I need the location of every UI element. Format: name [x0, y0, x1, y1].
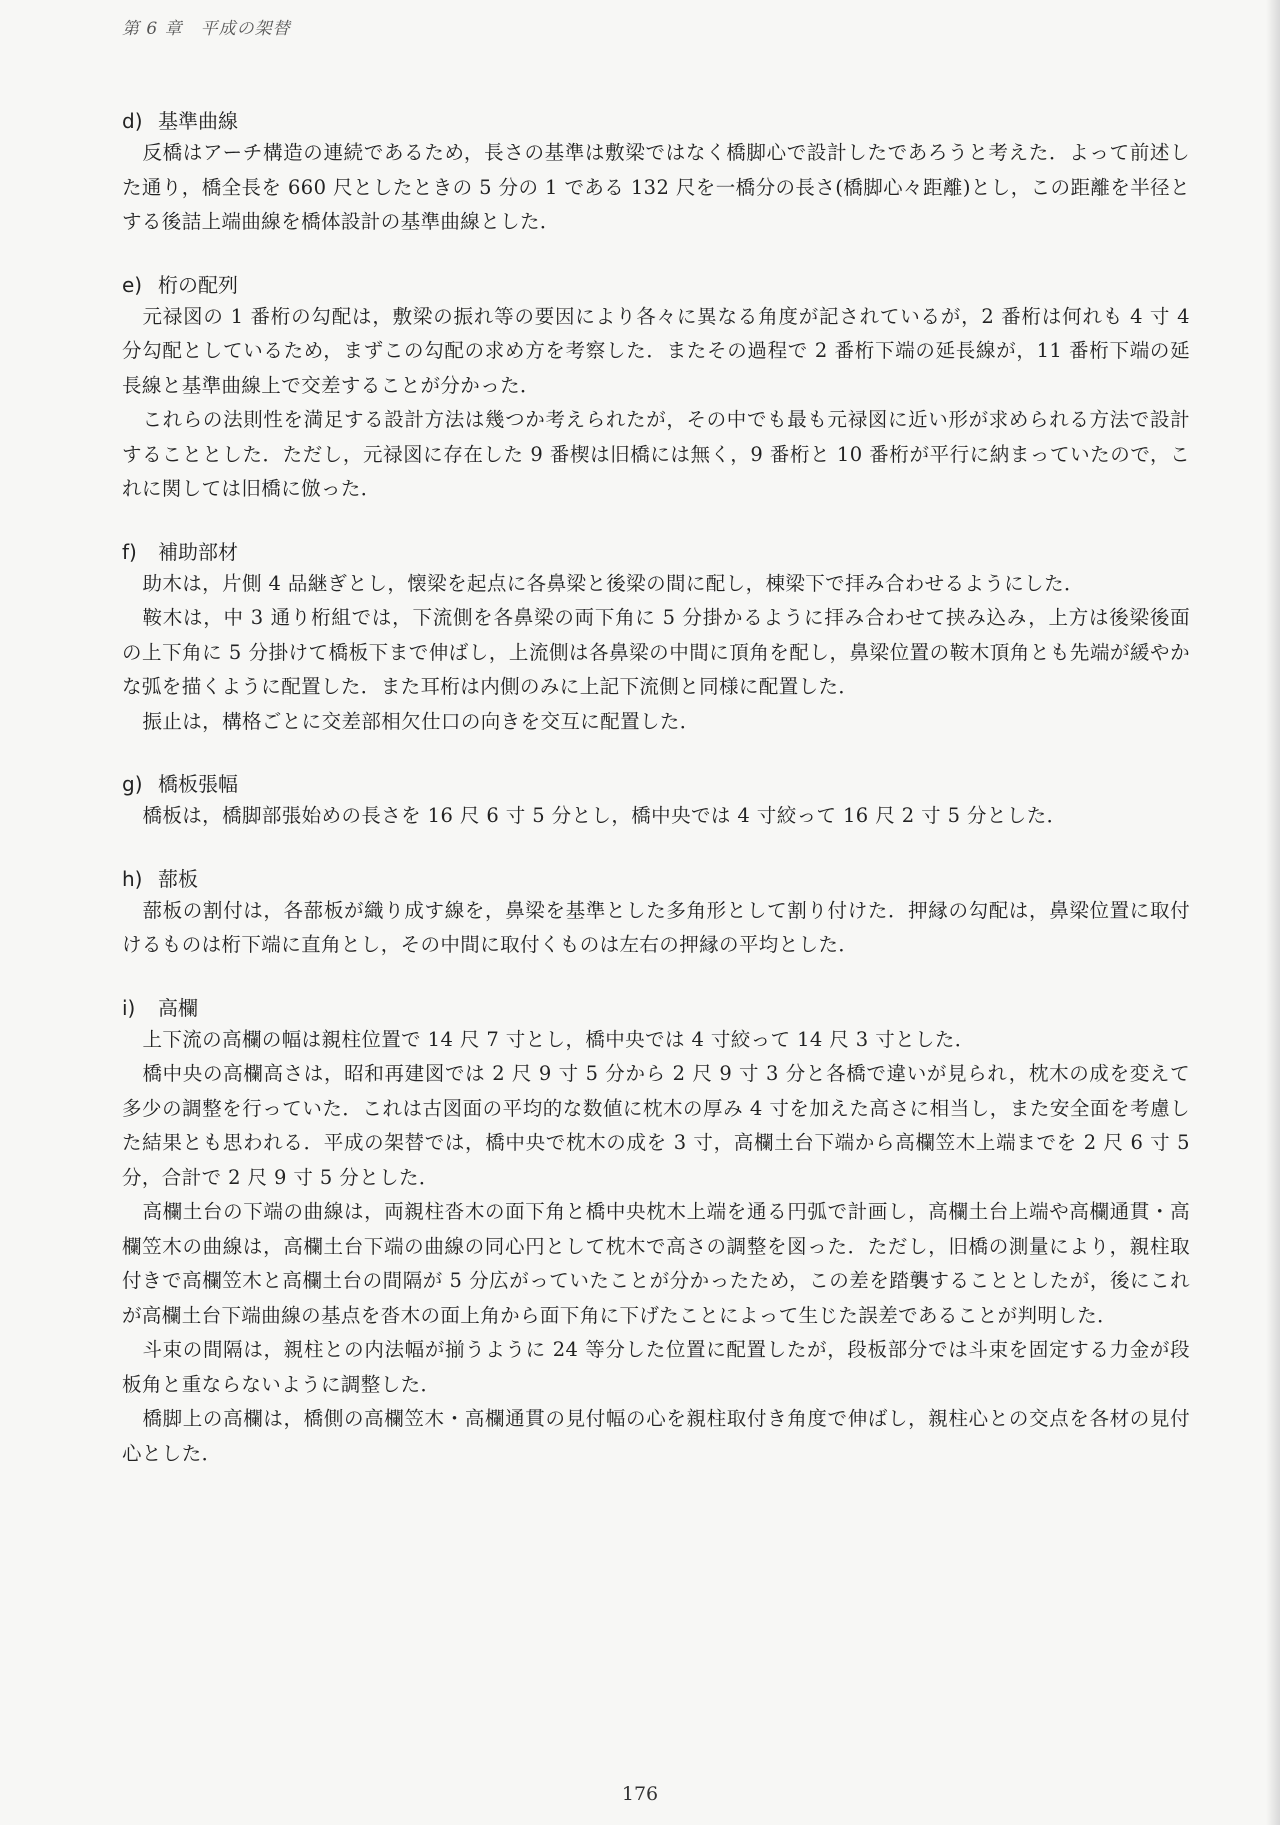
section-letter: g) — [122, 772, 143, 796]
paragraph: 反橋はアーチ構造の連続であるため，長さの基準は敷梁ではなく橋脚心で設計したであろうと考えた．よって前述した通り，橋全長を 660 尺としたときの 5 分の 1 である 132 尺を一橋分の長さ(橋脚心々距離)とし，この距離を半径とする後詰上端曲線を橋体設計の基準曲線とした． — [122, 141, 1190, 233]
section-d — [122, 106, 1190, 240]
section-g — [122, 769, 1190, 834]
paragraph: 助木は，片側 4 品継ぎとし，懐梁を起点に各鼻梁と後梁の間に配し，棟梁下で拝み合わせるようにした． — [142, 571, 1084, 595]
page-number: 176 — [621, 1783, 659, 1805]
section-heading — [122, 270, 1190, 300]
section-letter: f) — [122, 539, 137, 564]
section-letter: i) — [122, 995, 136, 1020]
section-heading — [122, 864, 1190, 894]
section-heading — [122, 993, 1190, 1023]
paragraph: 振止は，構格ごとに交差部相欠仕口の向きを交互に配置した． — [142, 709, 700, 733]
section-heading — [122, 537, 1190, 567]
section-title: 高欄 — [158, 995, 198, 1020]
section-letter: e) — [122, 272, 143, 297]
section-title: 補助部材 — [158, 539, 238, 564]
section-e — [122, 270, 1190, 507]
paragraph: 橋板は，橋脚部張始めの長さを 16 尺 6 寸 5 分とし，橋中央では 4 寸絞って 16 尺 2 寸 5 分とした． — [142, 804, 1067, 827]
section-heading — [122, 769, 1190, 799]
paragraph: 鞍木は，中 3 通り桁組では，下流側を各鼻梁の両下角に 5 分掛かるように拝み合わせて挟み込み，上方は後梁後面の上下角に 5 分掛けて橋板下まで伸ばし，上流側は各鼻梁の中間に頂角を配し，鼻梁位置の鞍木頂角とも先端が緩やかな弧を描くように配置した．また耳桁は内側のみに上記下流側と同様に配置した． — [122, 606, 1190, 698]
page-edge-shadow — [1266, 0, 1280, 1825]
paragraph: 高欄土台の下端の曲線は，両親柱沓木の面下角と橋中央枕木上端を通る円弧で計画し，高欄土台上端や高欄通貫・高欄笠木の曲線は，高欄土台下端の曲線の同心円として枕木で高さの調整を図った．ただし，旧橋の測量により，親柱取付きで高欄笠木と高欄土台の間隔が 5 分広がっていたことが分かったため，この差を踏襲することとしたが，後にこれが高欄土台下端曲線の基点を沓木の面上角から面下角に下げたことによって生じた誤差であることが判明した． — [122, 1200, 1190, 1327]
section-h — [122, 864, 1190, 963]
section-title: 基準曲線 — [158, 109, 238, 133]
section-title: 橋板張幅 — [158, 772, 238, 796]
section-f — [122, 537, 1190, 740]
section-heading — [122, 106, 1190, 136]
paragraph: 蔀板の割付は，各蔀板が織り成す線を，鼻梁を基準とした多角形として割り付けた．押縁の勾配は，鼻梁位置に取付けるものは桁下端に直角とし，その中間に取付くものは左右の押縁の平均とした． — [122, 898, 1190, 956]
running-header: 第 6 章 平成の架替 — [122, 19, 291, 39]
section-title: 蔀板 — [158, 866, 198, 891]
paragraph: 上下流の高欄の幅は親柱位置で 14 尺 7 寸とし，橋中央では 4 寸絞って 14 尺 3 寸とした． — [142, 1027, 975, 1051]
paragraph: これらの法則性を満足する設計方法は幾つか考えられたが，その中でも最も元禄図に近い形が求められる方法で設計することとした．ただし，元禄図に存在した 9 番楔は旧橋には無く，9 番桁と 10 番桁が平行に納まっていたので，これに関しては旧橋に倣った． — [122, 408, 1190, 500]
page-body — [122, 106, 1190, 1501]
paragraph: 斗束の間隔は，親柱との内法幅が揃うように 24 等分した位置に配置したが，段板部分では斗束を固定する力金が段板角と重ならないように調整した． — [122, 1338, 1190, 1396]
section-letter: d) — [122, 109, 143, 133]
paragraph: 橋脚上の高欄は，橋側の高欄笠木・高欄通貫の見付幅の心を親柱取付き角度で伸ばし，親柱心との交点を各材の見付心とした． — [122, 1407, 1190, 1465]
section-i — [122, 993, 1190, 1472]
section-letter: h) — [122, 866, 143, 891]
section-title: 桁の配列 — [158, 272, 238, 297]
paragraph: 元禄図の 1 番桁の勾配は，敷梁の振れ等の要因により各々に異なる角度が記されているが，2 番桁は何れも 4 寸 4 分勾配としているため，まずこの勾配の求め方を考察した．またその過程で 2 番桁下端の延長線が，11 番桁下端の延長線と基準曲線上で交差することが分かった． — [122, 304, 1190, 397]
paragraph: 橋中央の高欄高さは，昭和再建図では 2 尺 9 寸 5 分から 2 尺 9 寸 3 分と各橋で違いが見られ，枕木の成を変えて多少の調整を行っていた．これは古図面の平均的な数値に枕木の厚み 4 寸を加えた高さに相当し，また安全面を考慮した結果とも思われる．平成の架替では，橋中央で枕木の成を 3 寸，高欄土台下端から高欄笠木上端までを 2 尺 6 寸 5 分，合計で 2 尺 9 寸 5 分とした． — [122, 1062, 1190, 1189]
